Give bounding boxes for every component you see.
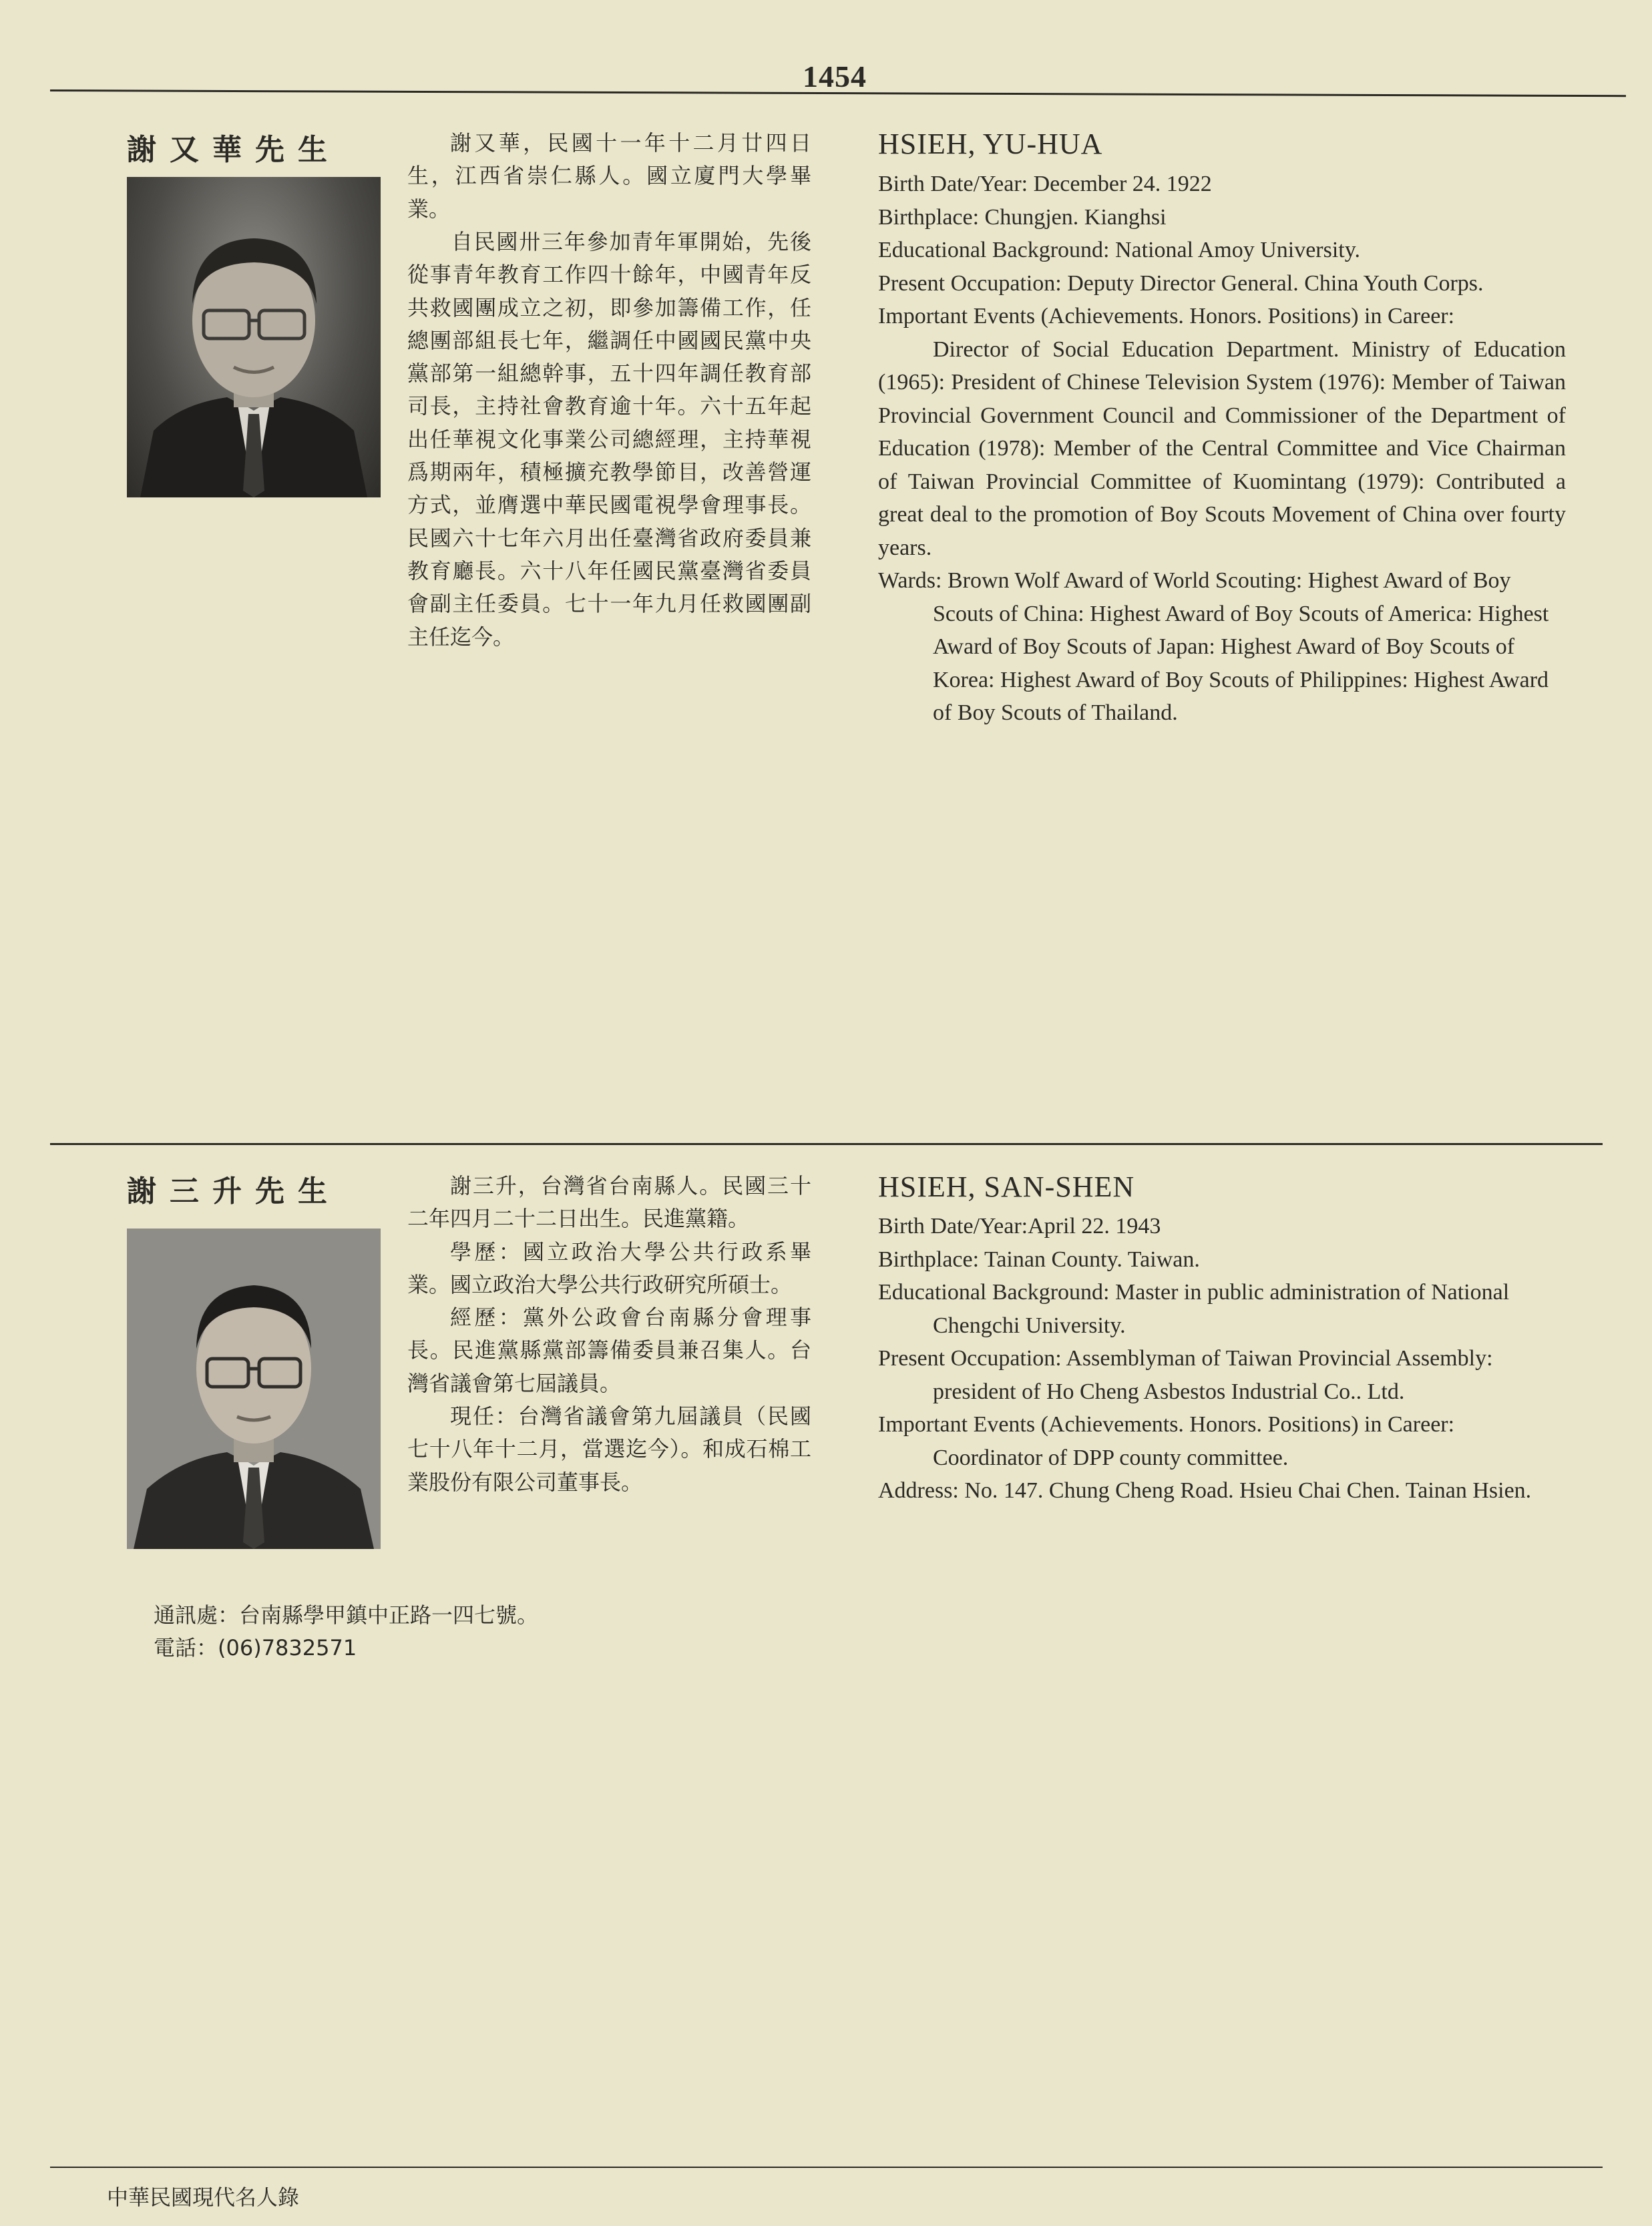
entry1-education: Educational Background: National Amoy University. [878, 238, 1361, 262]
entry1-birthplace: Birthplace: Chungjen. Kianghsi [878, 204, 1167, 230]
entry1-chinese-bio-main [127, 226, 811, 654]
bottom-rule [50, 2167, 1603, 2168]
entry2-chinese-para-4: 現任：台灣省議會第九屆議員（民國七十八年十二月，當選迄今）。和成石棉工業股份有限公司董事長。 [407, 1403, 811, 1495]
entry2-chinese-para-1: 謝三升，台灣省台南縣人。民國三十二年四月二十二日出生。民進黨籍。 [407, 1173, 811, 1232]
entry1-chinese-name: 謝又華先生 [127, 133, 341, 167]
entry2-events-heading: Important Events (Achievements. Honors. Positions) in Career: [878, 1412, 1455, 1437]
entry2-english-details [878, 1210, 1566, 1508]
entry2-portrait-photo [127, 1229, 381, 1549]
entry2-events-text: Coordinator of DPP county committee. [933, 1445, 1289, 1470]
entry1-birth-date: Birth Date/Year: December 24. 1922 [878, 172, 1212, 196]
entry2-english-name: HSIEH, SAN-SHEN [878, 1170, 1135, 1203]
entry1-occupation: Present Occupation: Deputy Director General. China Youth Corps. [878, 270, 1484, 296]
entry2-contact [127, 1599, 811, 1665]
book-title-footer: 中華民國現代名人錄 [107, 2185, 300, 2210]
entry1-chinese-bio-top [407, 127, 811, 226]
entry2-chinese-para-2: 學歷：國立政治大學公共行政系畢業。國立政治大學公共行政研究所碩士。 [407, 1239, 811, 1297]
page-number: 1454 [803, 59, 867, 93]
entry1-events-heading: Important Events (Achievements. Honors. Positions) in Career: [878, 304, 1455, 328]
entry1-english-name: HSIEH, YU-HUA [878, 128, 1103, 160]
entry2-occupation: Present Occupation: Assemblyman of Taiwan Provincial Assembly: president of Ho Cheng Asbestos Industrial Co.. Ltd. [878, 1346, 1493, 1404]
entry2-chinese-bio [407, 1170, 811, 1499]
entry1-english-details [878, 168, 1566, 730]
entry2-birthplace: Birthplace: Tainan County. Taiwan. [878, 1247, 1200, 1272]
section-divider [50, 1143, 1603, 1145]
entry1-chinese-para-2: 自民國卅三年參加青年軍開始，先後從事青年教育工作四十餘年，中國青年反共救國團成立之初，即參加籌備工作，任總團部組長七年，繼調任中國國民黨中央黨部第一組總幹事，五十四年調任教育部司長，主持社會教育逾十年。六十五年起出任華視文化事業公司總經理，主持華視爲期兩年，積極擴充教學節目，改善營運方式，並膺選中華民國電視學會理事長。民國六十七年六月出任臺灣省政府委員兼教育廳長。六十八年任國民黨臺灣省委員會副主任委員。七十一年九月任救國團副主任迄今。 [407, 229, 811, 650]
entry2-phone: 電話：(06)7832571 [154, 1635, 357, 1661]
entry2-chinese-para-3: 經歷：黨外公政會台南縣分會理事長。民進黨縣黨部籌備委員兼召集人。台灣省議會第七屆議員。 [407, 1305, 811, 1396]
entry2-education: Educational Background: Master in public administration of National Chengchi University. [878, 1280, 1510, 1338]
entry2-birth-date: Birth Date/Year:April 22. 1943 [878, 1214, 1161, 1239]
entry2-address-en: Address: No. 147. Chung Cheng Road. Hsieu Chai Chen. Tainan Hsien. [878, 1478, 1532, 1503]
entry1-awards: Wards: Brown Wolf Award of World Scouting: Highest Award of Boy Scouts of China: Highest Award of Boy Scouts of America: Highest Award of Boy Scouts of Japan: Highest Award of Boy Scouts of Korea: Highest Award of Boy Scouts of Philippines: Highest Award of Boy Scouts of Thailand. [878, 568, 1549, 725]
entry2-chinese-name: 謝三升先生 [127, 1174, 341, 1208]
entry2-address: 通訊處：台南縣學甲鎮中正路一四七號。 [154, 1602, 539, 1628]
entry1-chinese-para-1: 謝又華，民國十一年十二月廿四日生，江西省崇仁縣人。國立廈門大學畢業。 [407, 130, 811, 222]
entry1-events-text: Director of Social Education Department. Ministry of Education (1965): President of Chinese Television System (1976): Member of Taiwan Provincial Government Council and Commissioner of the Department of Education (1978): Member of the Central Committee and Vice Chairman of Taiwan Provincial Committee of Kuomintang (1979): Contributed a great deal to the promotion of Boy Scouts Movement of China over fourty years. [878, 337, 1566, 560]
